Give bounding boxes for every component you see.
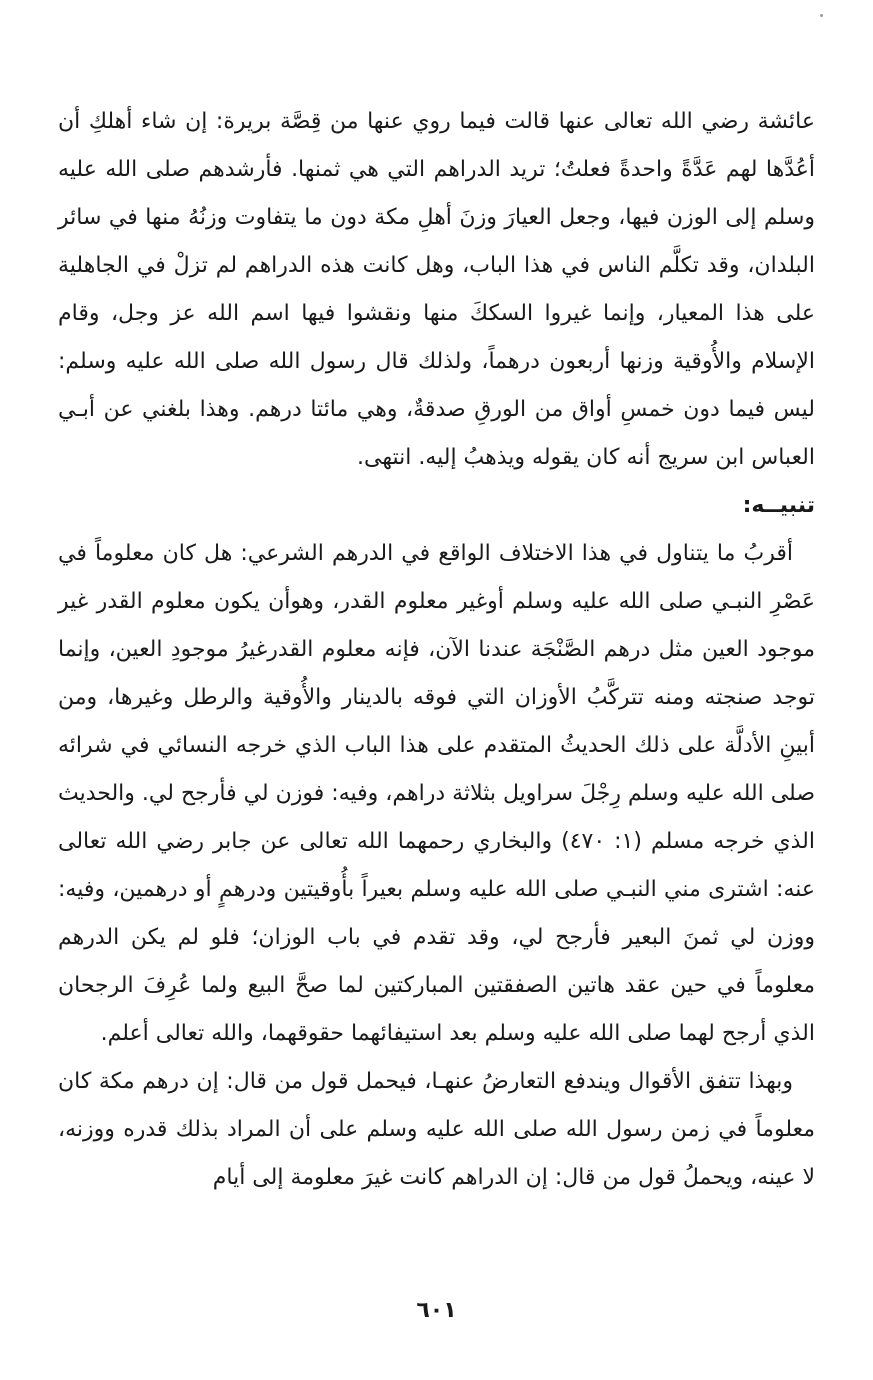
- section-heading-notice: تنبيــه:: [742, 493, 815, 518]
- page-number: ٦٠١: [416, 1298, 457, 1323]
- paragraph-aisha-hadith: عائشة رضي الله تعالى عنها قالت فيما روي عنها من قِصَّة بريرة: إن شاء أهلكِ أن أعُدَّها لهم عَدَّةً واحدةً فعلتُ؛ تريد الدراهم التي هي ثمنها. فأرشدهم صلى الله عليه وسلم إلى الوزن فيها، وجعل العيارَ وزنَ أهلِ مكة دون ما يتفاوت وزنُهُ منها في سائر البلدان، وقد تكلَّم الناس في هذا الباب، وهل كانت هذه الدراهم لم تزلْ في الجاهلية على هذا المعيار، وإنما غيروا السككَ منها ونقشوا فيها اسم الله عز وجل، وقام الإسلام والأُوقية وزنها أربعون درهماً، ولذلك قال رسول الله صلى الله عليه وسلم: ليس فيما دون خمسِ أواق من الورقِ صدقةٌ، وهي مائتا درهم. وهذا بلغني عن أبـي العباس ابن سريج أنه كان يقوله ويذهبُ إليه. انتهى.: [58, 109, 815, 470]
- page-body: [58, 98, 815, 1202]
- paragraph-reconciliation: وبهذا تتفق الأقوال ويندفع التعارضُ عنهـا، فيحمل قول من قال: إن درهم مكة كان معلوماً في زمن رسول الله صلى الله عليه وسلم على أن المراد بذلك قدره ووزنه، لا عينه، ويحملُ قول من قال: إن الدراهم كانت غيرَ معلومة إلى أيام: [58, 1069, 815, 1190]
- paragraph-notice-body: أقربُ ما يتناول في هذا الاختلاف الواقع في الدرهم الشرعي: هل كان معلوماً في عَصْرِ النبـي صلى الله عليه وسلم أوغير معلوم القدر، وهوأن يكون معلوم القدر غير موجود العين مثل درهم الصَّنْجَة عندنا الآن، فإنه معلوم القدرغيرُ موجودِ العين، وإنما توجد صنجته ومنه تتركَّبُ الأوزان التي فوقه بالدينار والأُوقية والرطل وغيرها، ومن أبينِ الأدلَّة على ذلك الحديثُ المتقدم على هذا الباب الذي خرجه النسائي في شرائه صلى الله عليه وسلم رِجْلَ سراويل بثلاثة دراهم، وفيه: فوزن لي فأرجح لي. والحديث الذي خرجه مسلم (١: ٤٧٠) والبخاري رحمهما الله تعالى عن جابر رضي الله تعالى عنه: اشترى مني النبـي صلى الله عليه وسلم بعيراً بأُوقيتين ودرهمٍ أو درهمين، وفيه: ووزن لي ثمنَ البعير فأرجح لي، وقد تقدم في باب الوزان؛ فلو لم يكن الدرهم معلوماً في حين عقد هاتين الصفقتين المباركتين لما صحَّ البيع ولما عُرِفَ الرجحان الذي أرجح لهما صلى الله عليه وسلم بعد استيفائهما حقوقهما، والله تعالى أعلم.: [58, 541, 815, 1046]
- scan-speck: [820, 14, 823, 17]
